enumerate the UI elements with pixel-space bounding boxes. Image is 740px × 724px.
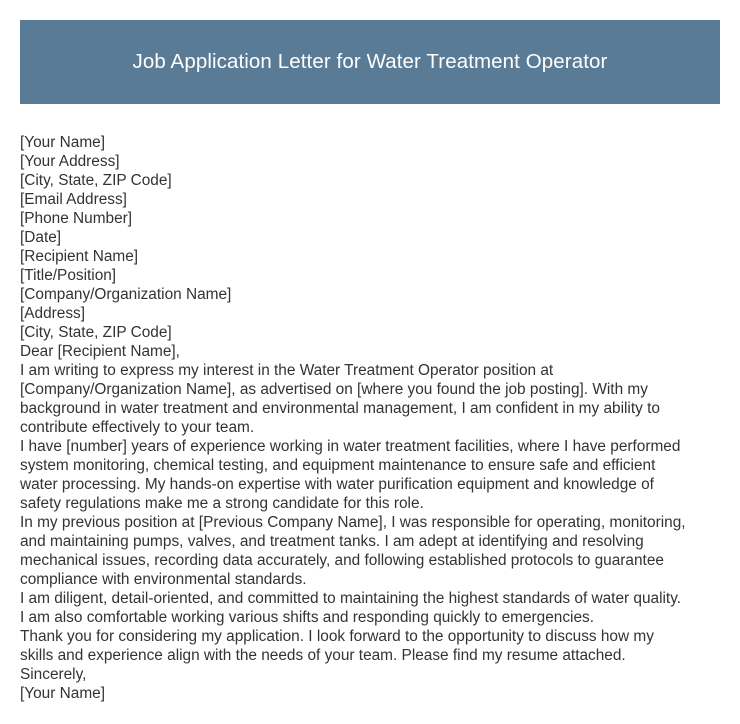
paragraph-line: I am also comfortable working various shifts and responding quickly to emergencies. [20, 609, 595, 626]
paragraph-line: I am writing to express my interest in the Water Treatment Operator position at [20, 362, 554, 379]
letter-date: [Date] [20, 229, 62, 246]
paragraph-line: contribute effectively to your team. [20, 419, 255, 436]
paragraph-previous-position [20, 513, 720, 589]
paragraph-intro [20, 361, 720, 437]
paragraph-line: skills and experience align with the needs of your team. Please find my resume attached. [20, 647, 626, 664]
paragraph-line: I am diligent, detail-oriented, and committed to maintaining the highest standards of water quality. [20, 590, 682, 607]
paragraph-line: In my previous position at [Previous Company Name], I was responsible for operating, monitoring, [20, 514, 686, 531]
recipient-city-state-zip: [City, State, ZIP Code] [20, 324, 172, 341]
salutation: Dear [Recipient Name], [20, 343, 180, 360]
recipient-title: [Title/Position] [20, 267, 117, 284]
letter-body [20, 133, 720, 703]
letter-header [20, 20, 720, 104]
signature: [Your Name] [20, 685, 105, 702]
paragraph-line: safety regulations make me a strong candidate for this role. [20, 495, 424, 512]
paragraph-line: mechanical issues, recording data accurately, and following established protocols to guarantee [20, 552, 664, 569]
paragraph-line: system monitoring, chemical testing, and equipment maintenance to ensure safe and efficient [20, 457, 656, 474]
sender-phone: [Phone Number] [20, 210, 133, 227]
paragraph-line: compliance with environmental standards. [20, 571, 307, 588]
closing: Sincerely, [20, 666, 87, 683]
paragraph-line: I have [number] years of experience working in water treatment facilities, where I have performed [20, 438, 681, 455]
recipient-address: [Address] [20, 305, 86, 322]
paragraph-experience [20, 437, 720, 513]
page-title: Job Application Letter for Water Treatment Operator [132, 50, 608, 73]
paragraph-line: [Company/Organization Name], as advertised on [where you found the job posting]. With my [20, 381, 648, 398]
paragraph-line: and maintaining pumps, valves, and treatment tanks. I am adept at identifying and resolving [20, 533, 644, 550]
paragraph-line: background in water treatment and environmental management, I am confident in my ability to [20, 400, 660, 417]
sender-city-state-zip: [City, State, ZIP Code] [20, 172, 172, 189]
sender-email: [Email Address] [20, 191, 127, 208]
recipient-name: [Recipient Name] [20, 248, 139, 265]
paragraph-line: Thank you for considering my application. I look forward to the opportunity to discuss how my [20, 628, 654, 645]
sender-name: [Your Name] [20, 134, 105, 151]
paragraph-line: water processing. My hands-on expertise with water purification equipment and knowledge of [20, 476, 654, 493]
recipient-company: [Company/Organization Name] [20, 286, 232, 303]
paragraph-closing [20, 627, 720, 665]
paragraph-qualities [20, 589, 720, 627]
sender-address: [Your Address] [20, 153, 120, 170]
